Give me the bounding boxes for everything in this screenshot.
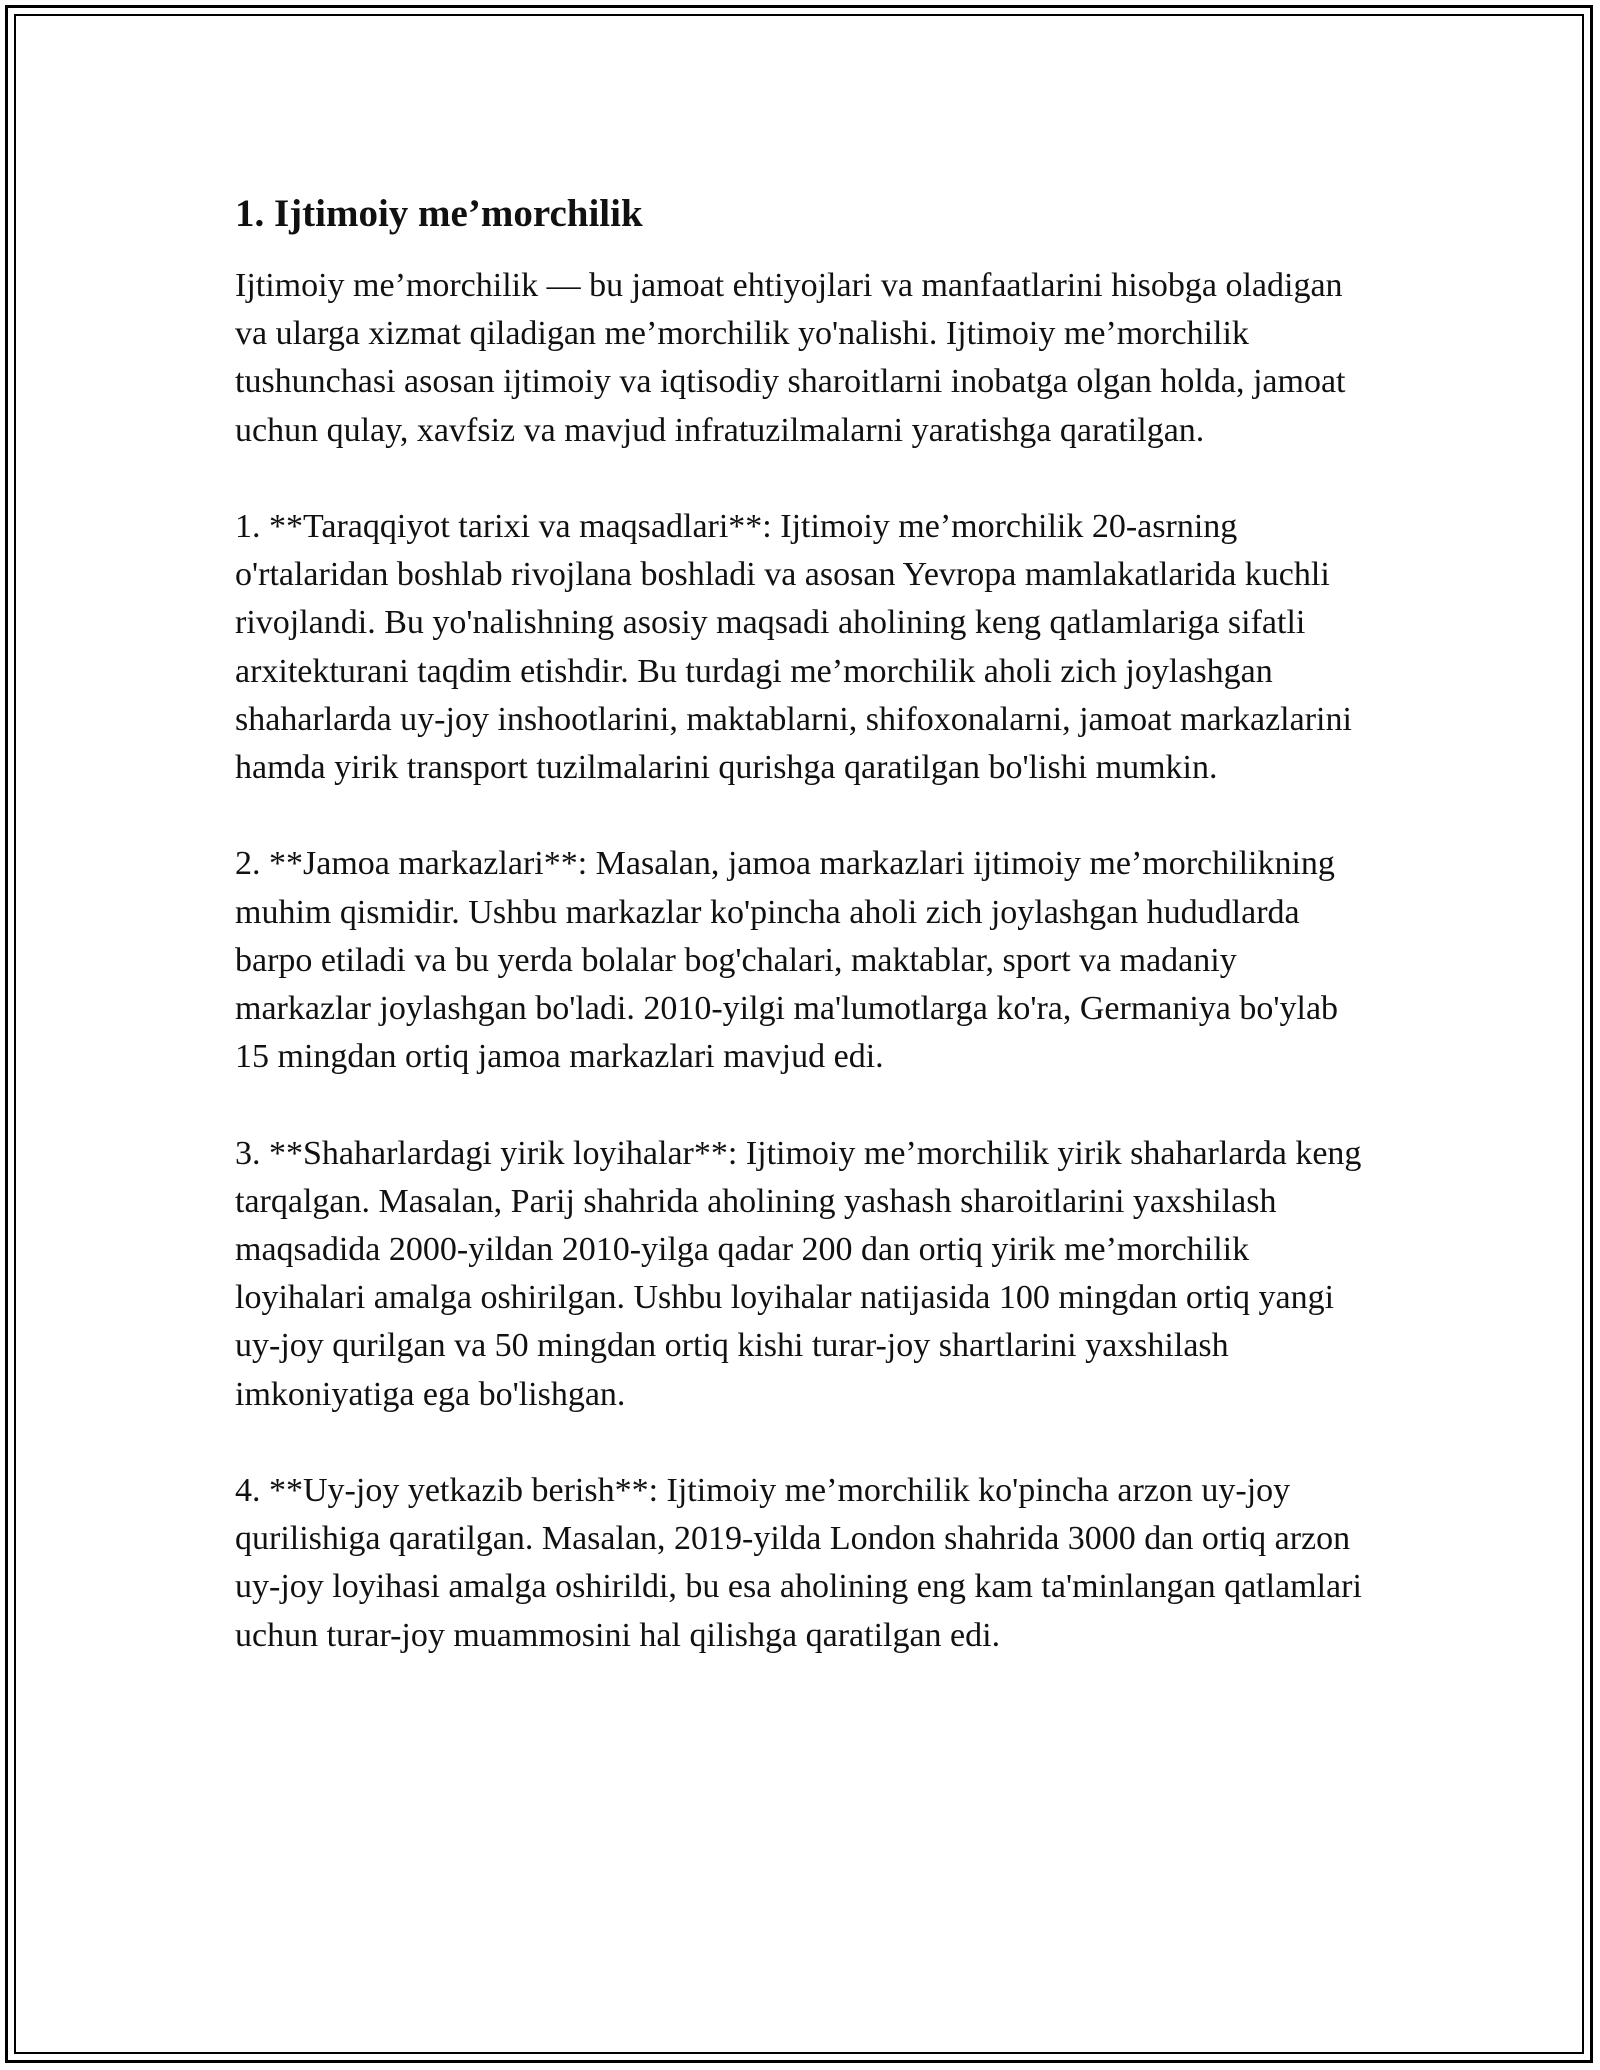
paragraph-community-centers: 2. **Jamoa markazlari**: Masalan, jamoa markazlari ijtimoiy me’morchilikning muhim qismidir. Ushbu markazlar ko'pincha aholi zich joylashgan hududlarda barpo etiladi va bu yerda bolalar bog'chalari, maktablar, sport va madaniy markazlar joylashgan bo'ladi. 2010-yilgi ma'lumotlarga ko'ra, Germaniya bo'ylab 15 mingdan ortiq jamoa markazlari mavjud edi. [235,845,1339,1076]
section-title: 1. Ijtimoiy me’morchilik [235,192,643,235]
paragraph-intro: Ijtimoiy me’morchilik — bu jamoat ehtiyojlari va manfaatlarini hisobga oladigan va ularga xizmat qiladigan me’morchilik yo'nalishi. Ijtimoiy me’morchilik tushunchasi asosan ijtimoiy va iqtisodiy sharoitlarni inobatga olgan holda, jamoat uchun qulay, xavfsiz va mavjud infratuzilmalarni yaratishga qaratilgan. [235,267,1346,449]
paragraph-housing-supply: 4. **Uy-joy yetkazib berish**: Ijtimoiy me’morchilik ko'pincha arzon uy-joy qurilishiga qaratilgan. Masalan, 2019-yilda London shahrida 3000 dan ortiq arzon uy-joy loyihasi amalga oshirildi, bu esa aholining eng kam ta'minlangan qatlamlari uchun turar-joy muammosini hal qilishga qaratilgan edi. [235,1472,1362,1654]
document-body [235,188,1365,1660]
paragraph-history-goals: 1. **Taraqqiyot tarixi va maqsadlari**: Ijtimoiy me’morchilik 20-asrning o'rtalaridan boshlab rivojlana boshladi va asosan Yevropa mamlakatlarida kuchli rivojlandi. Bu yo'nalishning asosiy maqsadi aholining keng qatlamlariga sifatli arxitekturani taqdim etishdir. Bu turdagi me’morchilik aholi zich joylashgan shaharlarda uy-joy inshootlarini, maktablarni, shifoxonalarni, jamoat markazlarini hamda yirik transport tuzilmalarini qurishga qaratilgan bo'lishi mumkin. [235,508,1352,787]
paragraph-city-projects: 3. **Shaharlardagi yirik loyihalar**: Ijtimoiy me’morchilik yirik shaharlarda keng tarqalgan. Masalan, Parij shahrida aholining yashash sharoitlarini yaxshilash maqsadida 2000-yildan 2010-yilga qadar 200 dan ortiq yirik me’morchilik loyihalari amalga oshirilgan. Ushbu loyihalar natijasida 100 mingdan ortiq yangi uy-joy qurilgan va 50 mingdan ortiq kishi turar-joy shartlarini yaxshilash imkoniyatiga ega bo'lishgan. [235,1134,1362,1413]
